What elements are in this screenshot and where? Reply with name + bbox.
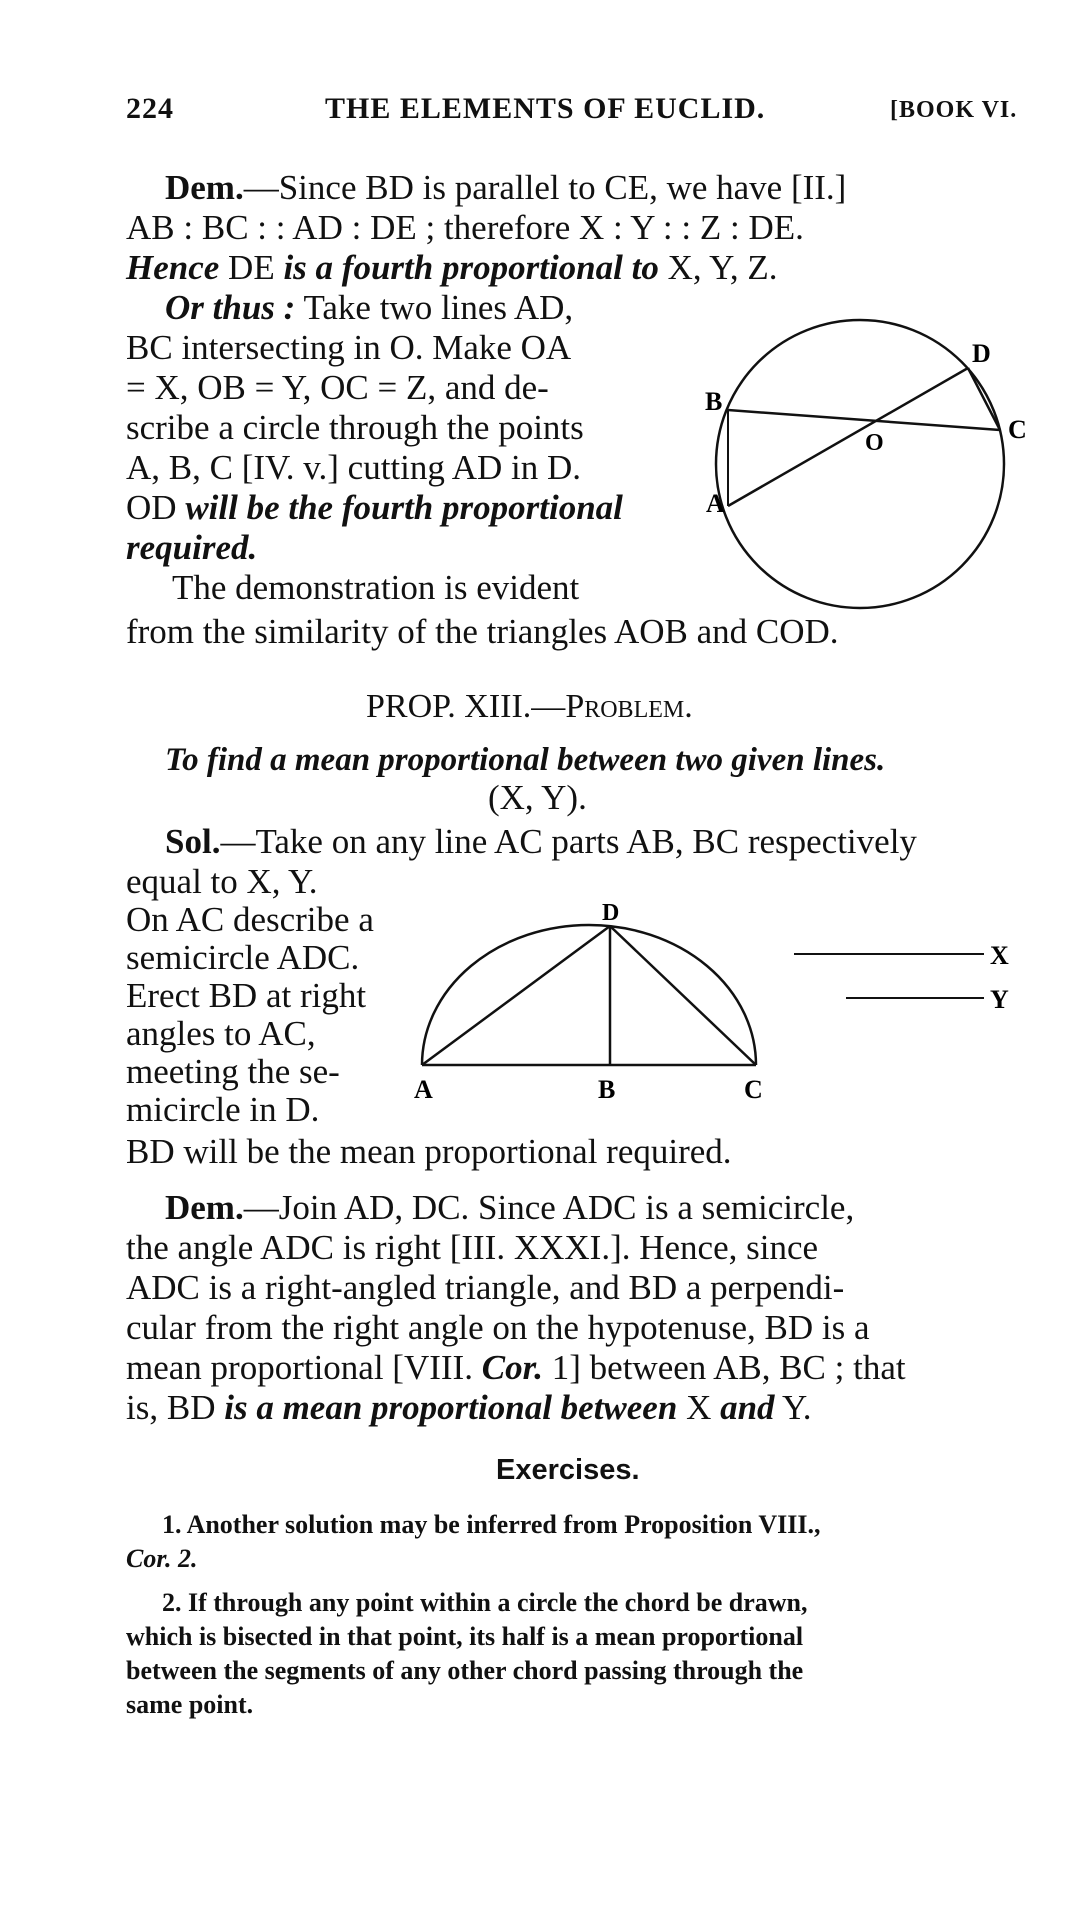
fig1-label-o: O [865, 430, 884, 456]
orthus-l1: Take two lines AD, [295, 288, 574, 327]
prop-given: (X, Y). [488, 778, 587, 817]
dem1-line1-text: —Since BD is parallel to CE, we have [II.] [243, 168, 847, 207]
dem2-l5-cor: Cor. [481, 1348, 544, 1387]
orthus-od: OD [126, 488, 186, 527]
prop-title-a: PROP. XIII.— [366, 688, 566, 725]
fig2-label-b: B [598, 1075, 616, 1104]
dem2-line4: cular from the right angle on the hypotenuse, BD is a [126, 1308, 870, 1347]
dem1-fourth: is a fourth proportional to [283, 248, 659, 287]
dem2-l6a: is, BD [126, 1388, 225, 1427]
exercises-title: Exercises. [496, 1454, 640, 1486]
sol-line6: angles to AC, [126, 1014, 316, 1053]
sol-line4: semicircle ADC. [126, 938, 360, 977]
orthus-lead: Or thus : [165, 288, 296, 327]
page-number: 224 [126, 92, 174, 125]
exercise-1-line1: 1. Another solution may be inferred from Proposition VIII., [162, 1510, 821, 1539]
figure-semicircle [410, 880, 1030, 1110]
fig2-arc [422, 925, 756, 1065]
orthus-line9: from the similarity of the triangles AOB and COD. [126, 612, 839, 651]
dem1-lead: Dem. [165, 168, 244, 207]
exercise-2-line1: 2. If through any point within a circle the chord be drawn, [162, 1588, 808, 1617]
orthus-line8: The demonstration is evident [172, 568, 580, 607]
fig2-label-d: D [602, 900, 620, 926]
book-label: [BOOK VI. [890, 97, 1018, 123]
prop-title-b: Problem. [565, 688, 693, 725]
dem2-l6c: Y. [774, 1388, 812, 1427]
sol-line9: BD will be the mean proportional required. [126, 1132, 732, 1171]
dem2-l5a: mean proportional [VIII. [126, 1348, 482, 1387]
sol-line7: meeting the se- [126, 1052, 340, 1091]
fig1-circle [716, 320, 1004, 608]
dem1-hence: Hence [126, 248, 220, 287]
dem1-de: DE [219, 248, 284, 287]
prop-enunciation: To find a mean proportional between two given lines. [165, 742, 886, 778]
orthus-line6 [126, 488, 623, 528]
dem1-line1 [165, 168, 846, 208]
orthus-line4: scribe a circle through the points [126, 408, 584, 447]
dem1-xyz: X, Y, Z. [658, 248, 778, 287]
dem2-line3: ADC is a right-angled triangle, and BD a perpendi- [126, 1268, 845, 1307]
dem2-l6b: X [677, 1388, 721, 1427]
fig1-label-d: D [972, 339, 991, 368]
fig1-chord-ad [728, 368, 968, 506]
sol-line3: On AC describe a [126, 900, 374, 939]
exercise-2-line3: between the segments of any other chord passing through the [126, 1656, 804, 1685]
running-title: THE ELEMENTS OF EUCLID. [325, 92, 766, 125]
sol-lead: Sol. [165, 822, 221, 861]
prop-title [366, 688, 693, 726]
orthus-line3: = X, OB = Y, OC = Z, and de- [126, 368, 549, 407]
sol-line5: Erect BD at right [126, 976, 367, 1015]
dem2-line5 [126, 1348, 906, 1388]
fig1-label-a: A [706, 489, 725, 518]
sol-line8: micircle in D. [126, 1090, 320, 1129]
dem2-l1: —Join AD, DC. Since ADC is a semicircle, [243, 1188, 855, 1227]
dem2-l6-and: and [720, 1388, 775, 1427]
fig1-label-b: B [705, 387, 723, 416]
fig1-label-c: C [1008, 415, 1027, 444]
fig2-label-c: C [744, 1075, 763, 1104]
fig1-line-dc [968, 368, 1000, 430]
orthus-fourth: will be the fourth proportional [185, 488, 623, 527]
dem2-line6 [126, 1388, 812, 1428]
dem1-line3 [126, 248, 777, 288]
fig2-line-ad [422, 926, 610, 1065]
dem2-line1 [165, 1188, 854, 1228]
dem2-line2: the angle ADC is right [III. XXXI.]. Hence, since [126, 1228, 819, 1267]
fig2-label-y: Y [990, 985, 1009, 1014]
exercise-1-line2: Cor. 2. [126, 1544, 198, 1573]
figure-circle [700, 300, 1040, 620]
exercise-2-line2: which is bisected in that point, its half is a mean proportional [126, 1622, 804, 1651]
orthus-line2: BC intersecting in O. Make OA [126, 328, 572, 367]
dem2-l5b: 1] between AB, BC ; that [543, 1348, 906, 1387]
sol-l1: —Take on any line AC parts AB, BC respectively [220, 822, 917, 861]
orthus-line1 [165, 288, 573, 328]
dem2-l6-it: is a mean proportional between [224, 1388, 678, 1427]
fig2-label-x: X [990, 941, 1009, 970]
orthus-line7: required. [126, 528, 258, 567]
fig2-label-a: A [414, 1075, 433, 1104]
exercise-2-line4: same point. [126, 1690, 254, 1719]
orthus-line5: A, B, C [IV. v.] cutting AD in D. [126, 448, 581, 487]
dem2-lead: Dem. [165, 1188, 244, 1227]
sol-line2: equal to X, Y. [126, 862, 318, 901]
dem1-line2: AB : BC : : AD : DE ; therefore X : Y : : Z : DE. [126, 208, 804, 247]
sol-line1 [165, 822, 917, 862]
